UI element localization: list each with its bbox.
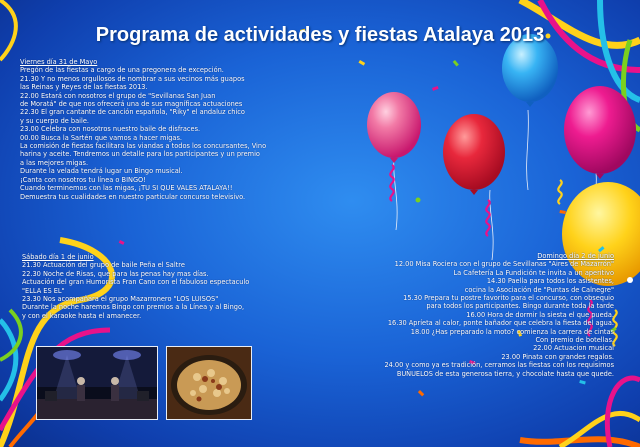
balloon-magenta: [564, 86, 636, 179]
domingo-line: 16.30 Apríeta al calor, ponte bañador que celebra la fiesta del agua.: [387, 319, 614, 328]
viernes-line: La comisión de fiestas facilitara las viandas a todos los concursantes, Vino: [20, 142, 267, 151]
sabado-heading: Sábado día 1 de junio: [22, 253, 94, 261]
viernes-line: de Moratá" de que nos ofrecerá una de sus magníficas actuaciones: [20, 100, 243, 109]
balloon-red: [443, 114, 505, 195]
domingo-line: Con premio de botellas.: [535, 336, 614, 345]
domingo-heading: Domingo día 2 de junio: [537, 252, 614, 260]
sabado-section: [22, 253, 249, 320]
viernes-section: [20, 58, 266, 201]
page-title: Programa de actividades y fiestas Atalaya 2013: [95, 24, 545, 46]
domingo-line: 16.00 Hora de dormir la siesta el que pueda.: [466, 310, 614, 319]
domingo-line: 18.00 ¿Has preparado la moto? comienza la carrera de cintas: [410, 327, 614, 336]
domingo-section: [384, 252, 614, 378]
sabado-line: 21.30 Actuación del grupo de baile Peña el Saltre: [22, 261, 185, 270]
viernes-line: 22.30 El gran cantante de canción española, "Riky" el andaluz chico: [20, 108, 245, 117]
viernes-line: y su cuerpo de baile.: [20, 116, 89, 125]
sabado-line: y con el karaoke hasta el amanecer.: [22, 311, 142, 320]
viernes-line: Cuando terminemos con las migas, ¡TU SI QUE VALES ATALAYA!!: [20, 184, 233, 193]
viernes-line: 23.00 Celebra con nosotros nuestro baile de disfraces.: [20, 125, 201, 134]
domingo-line: 22.00 Actuacion musical: [533, 344, 614, 353]
viernes-line: 22.00 Estará con nosotros el grupo de "Sevillanas San Juan: [20, 91, 216, 100]
migas-dish-photo: [166, 346, 252, 420]
viernes-line: Demuestra tus cualidades en nuestro particular concurso televisivo.: [20, 192, 246, 201]
domingo-line: cocina la Asociación de "Puntas de Calnegre": [464, 285, 614, 294]
viernes-line: harina y aceite. Tendremos un detalle para los participantes y un premio: [20, 150, 260, 159]
domingo-line: para todos los participantes. Bingo durante toda la tarde: [426, 302, 614, 311]
sabado-line: 22.30 Noche de Risas, que para las penas hay mas días.: [22, 269, 209, 278]
domingo-line: 14.30 Paella para todos los asistentes,: [486, 277, 614, 286]
concert-stage-photo: [36, 346, 158, 420]
domingo-line: 12.00 Misa Rociera con el grupo de Sevillanas "Aires de Mazarrón": [394, 260, 614, 269]
viernes-line: las Reinas y Reyes de las fiestas 2013.: [20, 83, 148, 92]
domingo-line: 24.00 y como ya es tradición, cerramos las fiestas con los requisimos: [384, 361, 614, 370]
sabado-line: 23.30 Nos acompañara el grupo Mazarronero "LOS LUISOS": [22, 295, 219, 304]
domingo-line: BUÑUELOS de esta generosa tierra, y chocolate hasta que quede.: [396, 369, 614, 378]
sabado-line: Actuación del gran Humorista Fran Cano con el fabuloso espectaculo: [22, 278, 250, 287]
sabado-line: Durante la noche haremos Bingo con premios a la Línea y al Bingo,: [22, 303, 245, 312]
viernes-line: a las mejores migas.: [20, 158, 89, 167]
viernes-line: 00.00 Busca la Sartén que vamos a hacer migas.: [20, 133, 183, 142]
viernes-line: Pregón de las fiestas a cargo de una pregonera de excepción.: [20, 66, 224, 75]
sabado-line: "ELLA ES EL": [22, 286, 65, 295]
viernes-line: ¡Canta con nosotros tu línea o BINGO!: [20, 175, 146, 184]
balloon-pink-small: [367, 92, 421, 163]
domingo-line: La Cafetería La Fundición te invita a un aperitivo: [453, 268, 614, 277]
viernes-heading: Viernes día 31 de Mayo: [20, 58, 98, 66]
viernes-line: Durante la velada tendrá lugar un Bingo musical.: [20, 167, 183, 176]
domingo-line: 15.30 Prepara tu postre favorito para el concurso, con obsequio: [403, 294, 614, 303]
domingo-line: 23.00 Pinata con grandes regalos.: [501, 352, 614, 361]
viernes-line: 21.30 Y no menos orgullosos de nombrar a sus vecinos más guapos: [20, 74, 245, 83]
